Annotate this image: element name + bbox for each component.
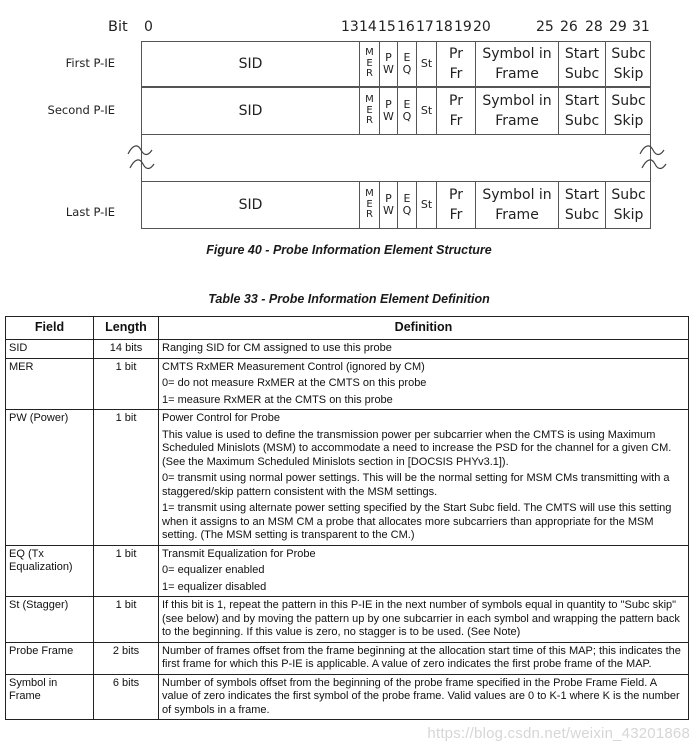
table-body <box>6 340 689 720</box>
cell-length: 2 bits <box>94 642 159 674</box>
bit-number: 17 <box>416 19 434 35</box>
definition-line: Transmit Equalization for Probe <box>162 547 316 560</box>
cell-length: 1 bit <box>94 545 159 597</box>
bit-number: 18 <box>435 19 453 35</box>
bit-number: 13 <box>341 19 359 35</box>
table-row <box>6 597 689 643</box>
bit-number: 14 <box>359 19 377 35</box>
cell-length: 1 bit <box>94 597 159 643</box>
definition-line: 1= equalizer disabled <box>162 580 267 593</box>
cell-length: 6 bits <box>94 674 159 720</box>
field-st: St <box>416 42 436 86</box>
field-mer: M E R <box>359 42 379 86</box>
definition-line: This value is used to define the transmission power per subcarrier when the CMTS is using Maximum Scheduled Minislots (MSM) to accommodate a need to increase the PSD for the channel for a given CM. (See the Maximum Scheduled Minislots section in [DOCSIS PHYv3.1]). <box>162 428 672 468</box>
bit-number: 20 <box>473 19 491 35</box>
header-definition: Definition <box>159 317 689 340</box>
bit-number: 19 <box>454 19 472 35</box>
cell-definition <box>159 340 689 359</box>
figure-caption: Figure 40 - Probe Information Element Structure <box>206 243 492 257</box>
bit-axis-label: Bit <box>108 19 128 35</box>
definition-line: Power Control for Probe <box>162 412 280 424</box>
definition-line: Number of symbols offset from the beginning of the probe frame specified in the Probe Frame Field. A value of zero indicates the first symbol of the probe frame. Valid values are 0 to K-1 where K is the number of symbols in a frame. <box>162 676 680 716</box>
table-row <box>6 545 689 597</box>
field-subc-skip: Subc Skip <box>605 182 651 228</box>
cell-definition <box>159 545 689 597</box>
table-row <box>6 340 689 359</box>
cell-field: Probe Frame <box>6 642 94 674</box>
row-label-last: Last P-IE <box>65 205 115 219</box>
p-ie-break-row <box>141 134 651 182</box>
header-length: Length <box>94 317 159 340</box>
break-left-icon <box>124 142 158 176</box>
field-sid: SID <box>238 56 263 72</box>
cell-length: 1 bit <box>94 410 159 546</box>
cell-definition <box>159 642 689 674</box>
row-label-first: First P-IE <box>65 56 115 70</box>
field-st: St <box>416 88 436 134</box>
field-subc-skip: Subc Skip <box>605 42 651 86</box>
p-ie-row-second <box>141 87 651 135</box>
table-header-row <box>6 317 689 340</box>
p-ie-row-first <box>141 41 651 87</box>
definition-line: 0= transmit using normal power settings. This will be the normal setting for MSM CMs transmitting with a staggered/skip pattern consistent with the MSM settings. <box>162 472 670 498</box>
definition-line: If this bit is 1, repeat the pattern in this P-IE in the next number of symbols equal in quantity to "Subc skip" (see below) and by moving the pattern up by one subcarrier in each symbol and wrapping the pattern back to the beginning. If this value is zero, no stagger is to be used. (See Note) <box>162 599 680 638</box>
cell-length: 14 bits <box>94 340 159 359</box>
table-row <box>6 674 689 720</box>
bit-number: 25 <box>536 19 554 35</box>
watermark: https://blog.csdn.net/weixin_43201868 <box>427 725 690 742</box>
field-sid: SID <box>238 197 263 213</box>
cell-field: MER <box>6 358 94 410</box>
definition-line: 1= transmit using alternate power setting specified by the Start Subc field. The CMTS will use this setting when it assigns to an MSM CM a probe that allocates more subcarriers than appropriate for the MSM setting. (The MSM setting is transparent to the CM.) <box>162 502 672 541</box>
definition-line: 0= equalizer enabled <box>162 564 265 576</box>
p-ie-row-last <box>141 181 651 229</box>
field-start-subc: Start Subc <box>558 182 605 228</box>
definition-table <box>5 316 689 720</box>
field-subc-skip: Subc Skip <box>605 88 651 134</box>
table-row <box>6 642 689 674</box>
definition-line: 0= do not measure RxMER at the CMTS on this probe <box>162 377 427 389</box>
header-field: Field <box>6 317 94 340</box>
table-caption: Table 33 - Probe Information Element Definition <box>208 292 490 306</box>
field-pw: P W <box>379 88 397 134</box>
field-probe-frame: Pr Fr <box>436 42 475 86</box>
cell-definition <box>159 410 689 546</box>
cell-definition <box>159 674 689 720</box>
cell-field: Symbol in Frame <box>6 674 94 720</box>
field-symbol-in-frame: Symbol in Frame <box>475 88 558 134</box>
bit-number: 31 <box>632 19 650 35</box>
cell-length: 1 bit <box>94 358 159 410</box>
field-mer: M E R <box>359 88 379 134</box>
definition-line: Number of frames offset from the frame beginning at the allocation start time of this MAP; this indicates the first frame for which this P-IE is applicable. A value of zero indicates the first probe frame of the MAP. <box>162 644 681 670</box>
cell-definition <box>159 597 689 643</box>
bit-number: 0 <box>144 19 153 35</box>
figure-probe-ie-structure <box>0 0 698 270</box>
field-eq: E Q <box>397 42 416 86</box>
field-symbol-in-frame: Symbol in Frame <box>475 182 558 228</box>
table-row <box>6 358 689 410</box>
field-mer: M E R <box>359 182 379 228</box>
definition-line: CMTS RxMER Measurement Control (ignored by CM) <box>162 360 425 373</box>
field-probe-frame: Pr Fr <box>436 182 475 228</box>
cell-field: EQ (Tx Equalization) <box>6 545 94 597</box>
field-eq: E Q <box>397 182 416 228</box>
row-label-second: Second P-IE <box>47 103 115 117</box>
bit-number: 26 <box>560 19 578 35</box>
bit-number: 16 <box>397 19 415 35</box>
field-start-subc: Start Subc <box>558 42 605 86</box>
field-sid: SID <box>238 103 263 119</box>
table-row <box>6 410 689 546</box>
field-pw: P W <box>379 182 397 228</box>
field-start-subc: Start Subc <box>558 88 605 134</box>
field-symbol-in-frame: Symbol in Frame <box>475 42 558 86</box>
break-right-icon <box>636 142 670 176</box>
bit-number: 15 <box>378 19 396 35</box>
field-pw: P W <box>379 42 397 86</box>
field-st: St <box>416 182 436 228</box>
cell-field: SID <box>6 340 94 359</box>
bit-number: 28 <box>585 19 603 35</box>
definition-line: Ranging SID for CM assigned to use this probe <box>162 342 392 354</box>
definition-line: 1= measure RxMER at the CMTS on this probe <box>162 393 393 406</box>
cell-definition <box>159 358 689 410</box>
field-eq: E Q <box>397 88 416 134</box>
bit-number: 29 <box>609 19 627 35</box>
field-probe-frame: Pr Fr <box>436 88 475 134</box>
cell-field: PW (Power) <box>6 410 94 546</box>
cell-field: St (Stagger) <box>6 597 94 643</box>
